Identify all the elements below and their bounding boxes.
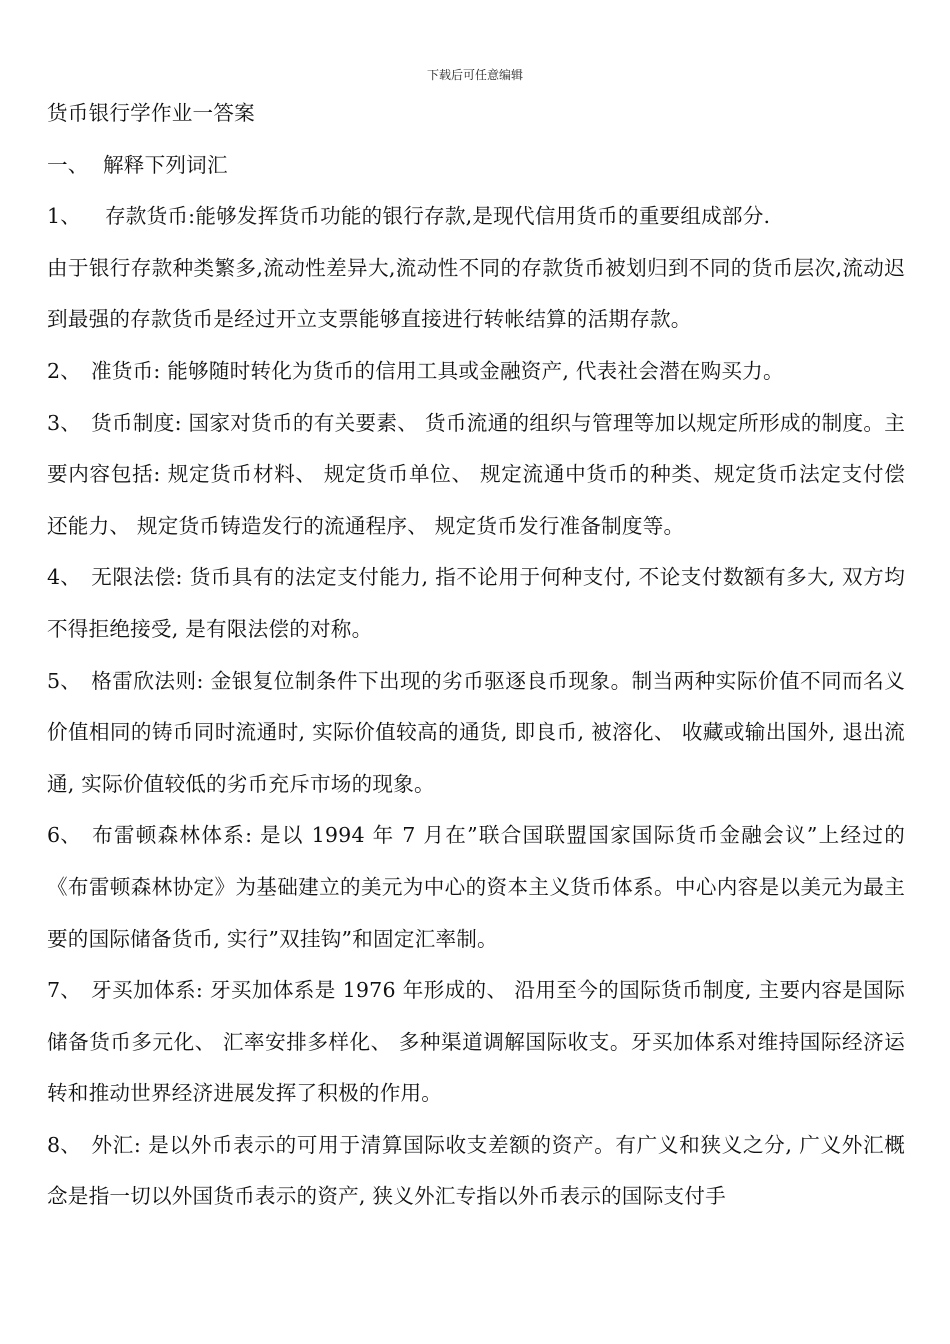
list-item <box>47 810 905 965</box>
item-number: 4、 <box>47 565 82 590</box>
list-item <box>47 656 905 811</box>
list-item <box>47 191 905 243</box>
list-item <box>47 1120 905 1223</box>
item-text: 存款货币:能够发挥货币功能的银行存款,是现代信用货币的重要组成部分. <box>105 204 771 229</box>
list-item <box>47 965 905 1120</box>
item-number: 8、 <box>47 1132 82 1157</box>
item-text: 布雷顿森林体系: 是以 1994 年 7 月在”联合国联盟国家国际货币金融会议”上经过的《布雷顿森林协定》为基础建立的美元为中心的资本主义货币体系。中心内容是以美元为最主要的国际储备货币, 实行”双挂钩”和固定汇率制。 <box>47 823 905 951</box>
list-item <box>47 346 905 398</box>
section-title: 解释下列词汇 <box>103 152 228 177</box>
section-heading <box>47 140 905 192</box>
item-text: 格雷欣法则: 金银复位制条件下出现的劣币驱逐良币现象。制当两种实际价值不同而名义价值相同的铸币同时流通时, 实际价值较高的通货, 即良币, 被溶化、 收藏或输出国外, 退出流通, 实际价值较低的劣币充斥市场的现象。 <box>47 668 905 796</box>
item-text: 准货币: 能够随时转化为货币的信用工具或金融资产, 代表社会潜在购买力。 <box>91 358 784 383</box>
item-number: 2、 <box>47 358 82 383</box>
item-continuation: 由于银行存款种类繁多,流动性差异大,流动性不同的存款货币被划归到不同的货币层次,流动迟到最强的存款货币是经过开立支票能够直接进行转帐结算的活期存款。 <box>47 255 905 332</box>
item-number: 1、 <box>47 204 82 229</box>
section-number: 一、 <box>47 152 89 177</box>
item-number: 3、 <box>47 410 82 435</box>
item-number: 5、 <box>47 668 82 693</box>
document-body <box>47 88 905 1223</box>
item-text: 牙买加体系: 牙买加体系是 1976 年形成的、 沿用至今的国际货币制度, 主要内容是国际储备货币多元化、 汇率安排多样化、 多种渠道调解国际收支。牙买加体系对维持国际经济运转和推动世界经济进展发挥了积极的作用。 <box>47 978 905 1106</box>
item-text: 无限法偿: 货币具有的法定支付能力, 指不论用于何种支付, 不论支付数额有多大, 双方均不得拒绝接受, 是有限法偿的对称。 <box>47 565 905 641</box>
item-text: 外汇: 是以外币表示的可用于清算国际收支差额的资产。有广义和狭义之分, 广义外汇概念是指一切以外国货币表示的资产, 狭义外汇专指以外币表示的国际支付手 <box>47 1132 905 1209</box>
page-header-note: 下载后可任意编辑 <box>426 68 523 82</box>
document-title: 货币银行学作业一答案 <box>47 101 255 125</box>
item-text: 货币制度: 国家对货币的有关要素、 货币流通的组织与管理等加以规定所形成的制度。主要内容包括: 规定货币材料、 规定货币单位、 规定流通中货币的种类、规定货币法定支付偿还能力、 规定货币铸造发行的流通程序、 规定货币发行准备制度等。 <box>47 410 905 538</box>
list-item <box>47 552 905 655</box>
item-number: 7、 <box>47 978 82 1003</box>
item-number: 6、 <box>47 823 82 848</box>
list-item <box>47 398 905 553</box>
